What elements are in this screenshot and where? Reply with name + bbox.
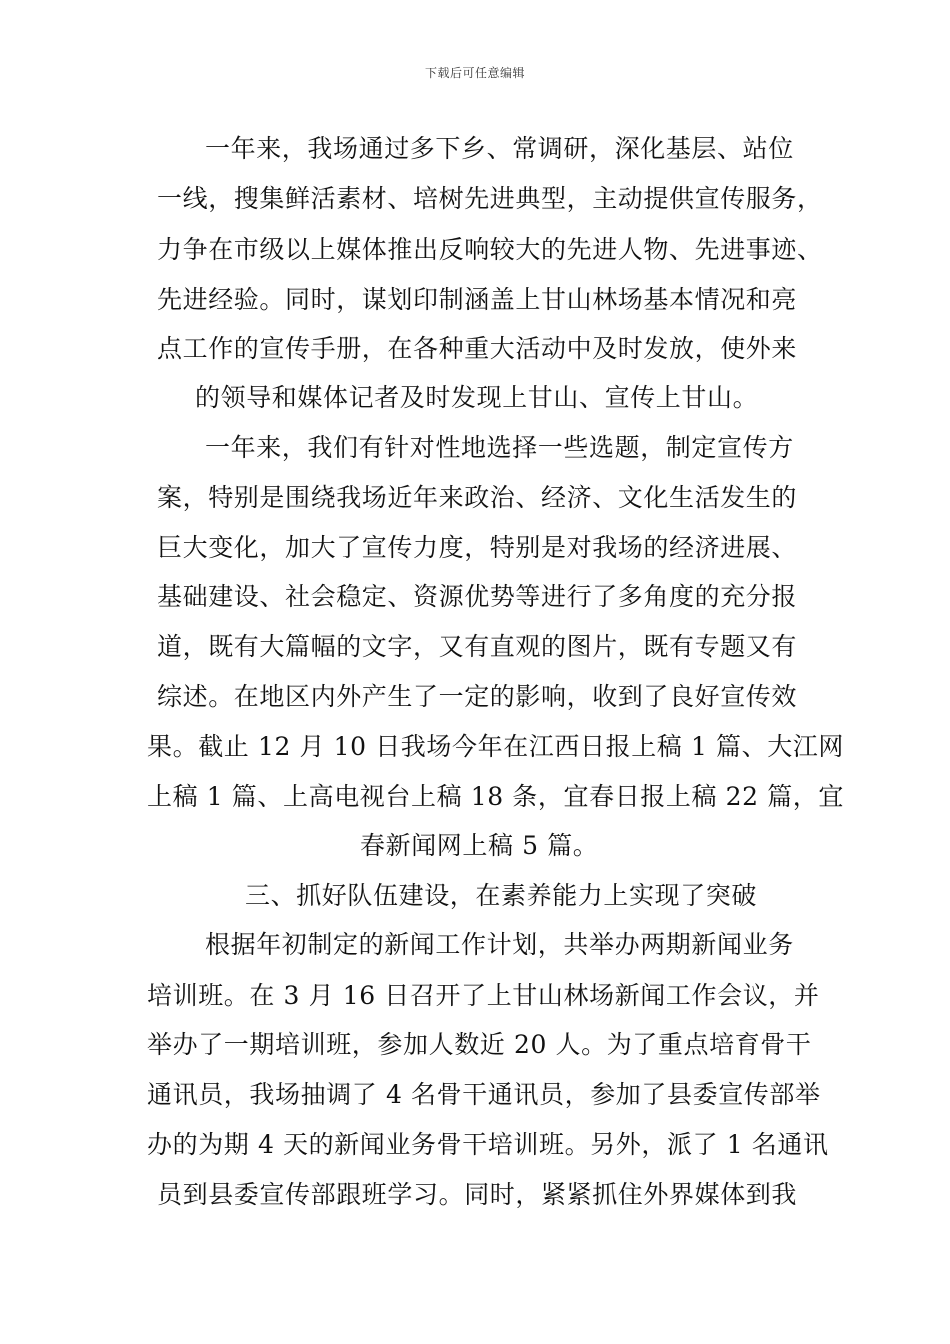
paragraph-line: 果。截止 12 月 10 日我场今年在江西日报上稿 1 篇、大江网 [147,732,845,761]
paragraph-line: 点工作的宣传手册，在各种重大活动中及时发放，使外来 [157,334,798,363]
paragraph-line: 春新闻网上稿 5 篇。 [360,831,599,860]
page-header: 下载后可任意编辑 [424,66,525,80]
paragraph-line: 基础建设、社会稳定、资源优势等进行了多角度的充分报 [157,582,798,611]
paragraph-line: 通讯员，我场抽调了 4 名骨干通讯员，参加了县委宣传部举 [147,1080,821,1109]
paragraph-line: 培训班。在 3 月 16 日召开了上甘山林场新闻工作会议，并 [147,981,820,1010]
paragraph-line: 案，特别是围绕我场近年来政治、经济、文化生活发生的 [157,483,798,512]
paragraph-line: 办的为期 4 天的新闻业务骨干培训班。另外，派了 1 名通讯 [147,1130,829,1159]
paragraph-line: 力争在市级以上媒体推出反响较大的先进人物、先进事迹、 [157,235,823,264]
paragraph-line: 员到县委宣传部跟班学习。同时，紧紧抓住外界媒体到我 [157,1180,798,1209]
paragraph-line: 一年来，我场通过多下乡、常调研，深化基层、站位 [205,134,794,163]
paragraph-line: 根据年初制定的新闻工作计划，共举办两期新闻业务 [205,930,794,959]
paragraph-line: 综述。在地区内外产生了一定的影响，收到了良好宣传效 [157,682,798,711]
paragraph-line: 举办了一期培训班，参加人数近 20 人。为了重点培育骨干 [147,1030,812,1059]
paragraph-line: 道，既有大篇幅的文字，又有直观的图片，既有专题又有 [157,632,798,661]
paragraph-line: 一年来，我们有针对性地选择一些选题，制定宣传方 [205,433,794,462]
paragraph-line: 上稿 1 篇、上高电视台上稿 18 条，宜春日报上稿 22 篇，宜 [147,782,845,811]
paragraph-line: 的领导和媒体记者及时发现上甘山、宣传上甘山。 [195,383,759,412]
paragraph-line: 先进经验。同时，谋划印制涵盖上甘山林场基本情况和亮 [157,285,798,314]
paragraph-line: 巨大变化，加大了宣传力度，特别是对我场的经济进展、 [157,533,798,562]
section-heading: 三、抓好队伍建设，在素养能力上实现了突破 [245,881,758,910]
paragraph-line: 一线，搜集鲜活素材、培树先进典型，主动提供宣传服务， [157,184,823,213]
